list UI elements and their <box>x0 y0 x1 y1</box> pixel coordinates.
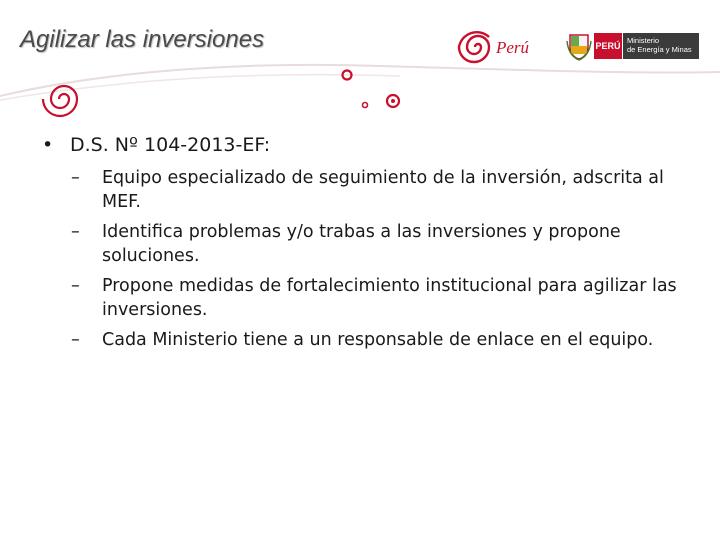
dash-icon: – <box>71 168 80 188</box>
sub-bullet-text: Cada Ministerio tiene a un responsable de enlace en el equipo. <box>102 330 654 350</box>
peru-brand-logo <box>456 26 546 72</box>
gov-ministry-label: Ministerio de Energía y Minas <box>623 33 699 59</box>
gov-peru-label: PERÚ <box>594 33 622 59</box>
main-bullet <box>40 132 700 158</box>
main-bullet-text: D.S. Nº 104-2013-EF: <box>70 134 271 156</box>
sub-bullet-item <box>70 328 700 352</box>
sub-bullet-text: Equipo especializado de seguimiento de la inversión, adscrita al MEF. <box>102 168 664 212</box>
sub-bullet-item <box>70 220 700 268</box>
slide-content <box>40 132 700 358</box>
bullet-dot-icon: • <box>42 134 54 156</box>
sub-bullet-text: Identifica problemas y/o trabas a las inversiones y propone soluciones. <box>102 222 621 266</box>
shield-icon <box>566 31 592 61</box>
dash-icon: – <box>71 330 80 350</box>
peru-logo-text: Perú <box>496 38 530 57</box>
slide-title: Agilizar las inversiones <box>20 26 265 53</box>
dash-icon: – <box>71 222 80 242</box>
ministry-logo <box>566 29 702 65</box>
dot-icon <box>363 103 368 108</box>
sub-bullet-text: Propone medidas de fortalecimiento institucional para agilizar las inversiones. <box>102 276 677 320</box>
sub-bullet-item <box>70 274 700 322</box>
sub-bullet-list <box>40 166 700 352</box>
sub-bullet-item <box>70 166 700 214</box>
dash-icon: – <box>71 276 80 296</box>
